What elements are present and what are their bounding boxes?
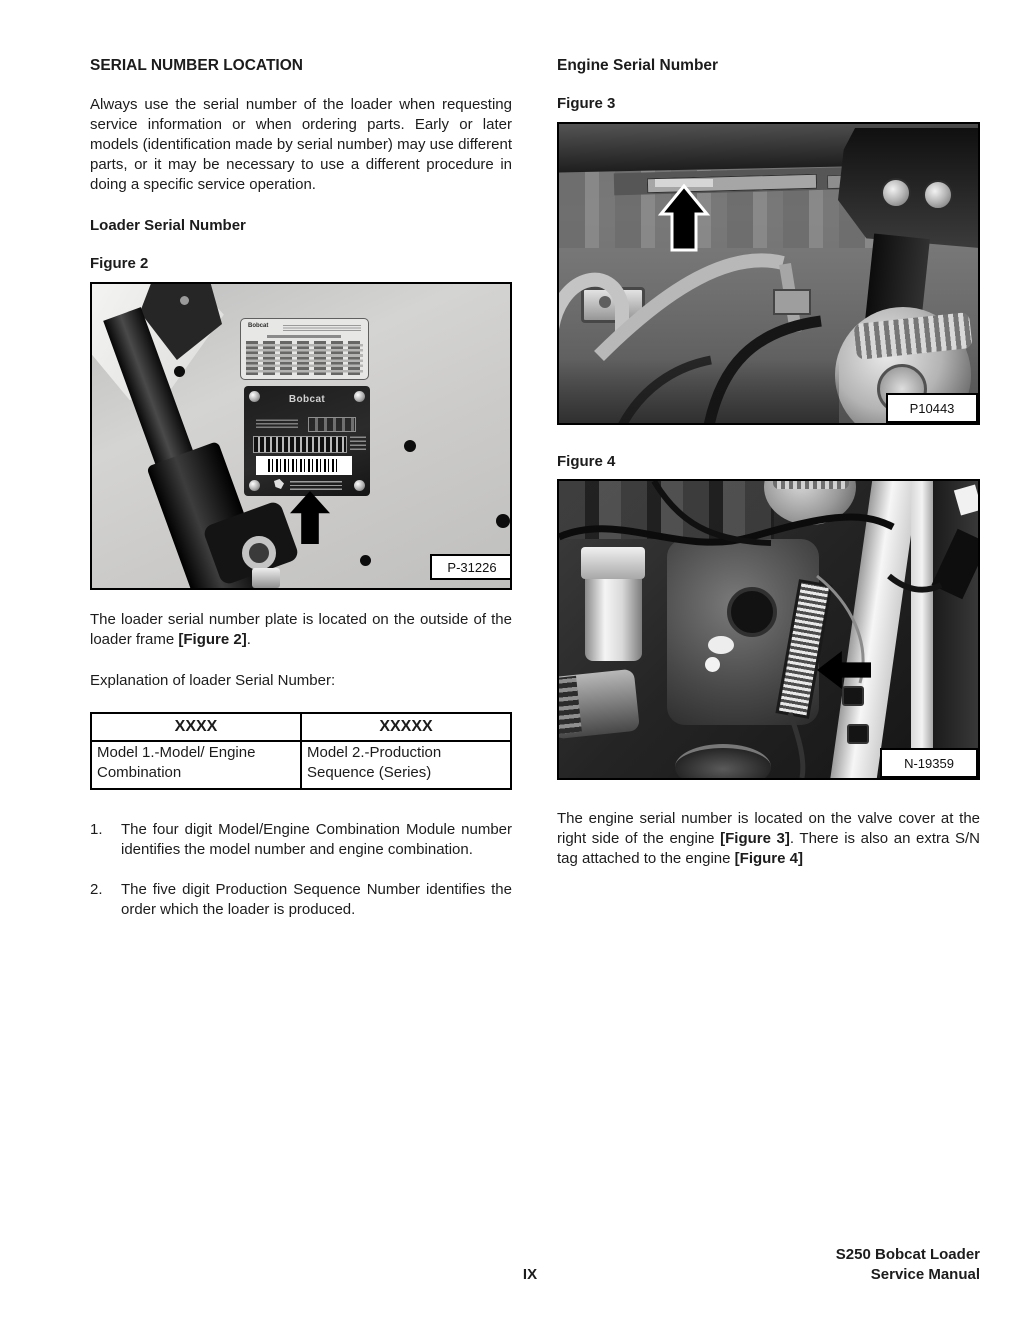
- hex-bolt: [847, 724, 869, 744]
- hose-nut-shape: [252, 568, 280, 588]
- table-header-model-code: XXXX: [91, 713, 301, 741]
- table-cell-production-sequence: Model 2.-Production Sequence (Series): [301, 741, 511, 789]
- pivot-bolt-shape: [180, 296, 189, 305]
- table-row: [91, 741, 511, 789]
- section-title-serial-number-location: SERIAL NUMBER LOCATION: [90, 57, 303, 74]
- patent-sticker: [240, 318, 369, 380]
- plate-address-lines: [290, 479, 342, 490]
- tube-hex-nut: [774, 290, 810, 314]
- caption-text: The loader serial number plate is located on the outside of the loader frame: [90, 611, 512, 648]
- sticker-number-rows: [246, 341, 363, 375]
- figure2-photo-id: P-31226: [430, 554, 512, 580]
- harness-graphic: [559, 481, 980, 778]
- plate-serial-field: [253, 436, 347, 453]
- figure4-photo-id: N-19359: [880, 748, 978, 778]
- explanation-line: Explanation of loader Serial Number:: [90, 672, 336, 689]
- hex-bolt: [842, 686, 864, 706]
- plate-field-label-lines: [256, 419, 298, 428]
- right-column: [557, 57, 980, 869]
- engine-serial-caption: [557, 809, 980, 869]
- plate-barcode: [256, 456, 352, 475]
- figure2-caption: [90, 610, 512, 650]
- up-arrow-indicator: [290, 491, 330, 544]
- figure3-reference: [Figure 3]: [720, 830, 790, 847]
- caption-text: . There is also an extra S/N tag attached to the engine: [557, 830, 980, 867]
- panel-hole: [174, 366, 185, 377]
- list-text: The five digit Production Sequence Number identifies the order which the loader is produced.: [121, 881, 512, 918]
- table-header-sequence-code: XXXXX: [301, 713, 511, 741]
- up-arrow-indicator: [661, 186, 707, 250]
- bobcat-logo-mark: [274, 479, 284, 489]
- list-number: 2.: [90, 881, 103, 898]
- figure2-photo: [90, 282, 512, 590]
- page-number: IX: [522, 1266, 538, 1283]
- doc-title-line1: S250 Bobcat Loader: [835, 1246, 980, 1263]
- intro-paragraph: Always use the serial number of the loader when requesting service information or when ordering parts. Early or later models (identification made by serial number) may use different parts, or it may be necessary to use a different procedure in doing a specific service operation.: [90, 96, 512, 193]
- plate-model-field: [308, 417, 356, 432]
- serial-number-plate: [244, 386, 370, 496]
- figure3-photo-id: P10443: [886, 393, 978, 423]
- sticker-brand-text: Bobcat: [248, 323, 269, 329]
- bottom-shadow: [559, 359, 839, 423]
- table-header-row: [91, 713, 511, 741]
- caption-text: The engine serial number is located on the valve cover at the right side of the engine: [557, 810, 980, 847]
- list-item-2: [90, 880, 512, 920]
- document-title-block: [836, 1245, 980, 1285]
- plate-brand-text: Bobcat: [288, 394, 326, 405]
- figure4-label: Figure 4: [557, 453, 616, 470]
- plate-field-note-lines: [350, 436, 366, 450]
- section-title-engine-serial-number: Engine Serial Number: [557, 57, 719, 74]
- table-cell-model-combination: Model 1.-Model/ Engine Combination: [91, 741, 301, 789]
- plate-screw: [354, 480, 365, 491]
- figure2-reference: [Figure 2]: [178, 631, 247, 648]
- panel-hole: [496, 514, 510, 528]
- caption-text: .: [246, 631, 251, 648]
- left-column: [90, 57, 512, 920]
- sticker-title-line: [267, 335, 341, 338]
- cable-down: [790, 713, 803, 778]
- barcode-stripes: [268, 459, 340, 472]
- wire-to-connector: [889, 576, 941, 590]
- serial-number-format-table: [90, 712, 512, 790]
- plate-screw: [249, 480, 260, 491]
- clevis-ring-shape: [242, 536, 276, 570]
- fuel-tube: [559, 280, 622, 336]
- figure3-photo: [557, 122, 980, 425]
- panel-hole: [404, 440, 416, 452]
- doc-title-line2: Service Manual: [870, 1266, 980, 1283]
- list-item-1: [90, 820, 512, 860]
- sticker-header-lines: [283, 323, 361, 331]
- figure2-label: Figure 2: [90, 255, 149, 272]
- figure4-reference: [Figure 4]: [734, 850, 803, 867]
- list-number: 1.: [90, 821, 103, 838]
- figure4-photo: [557, 479, 980, 780]
- figure3-label: Figure 3: [557, 95, 616, 112]
- subsection-title-loader-serial-number: Loader Serial Number: [90, 217, 246, 234]
- panel-hole: [360, 555, 371, 566]
- list-text: The four digit Model/Engine Combination Module number identifies the model number and engine combination.: [121, 821, 512, 858]
